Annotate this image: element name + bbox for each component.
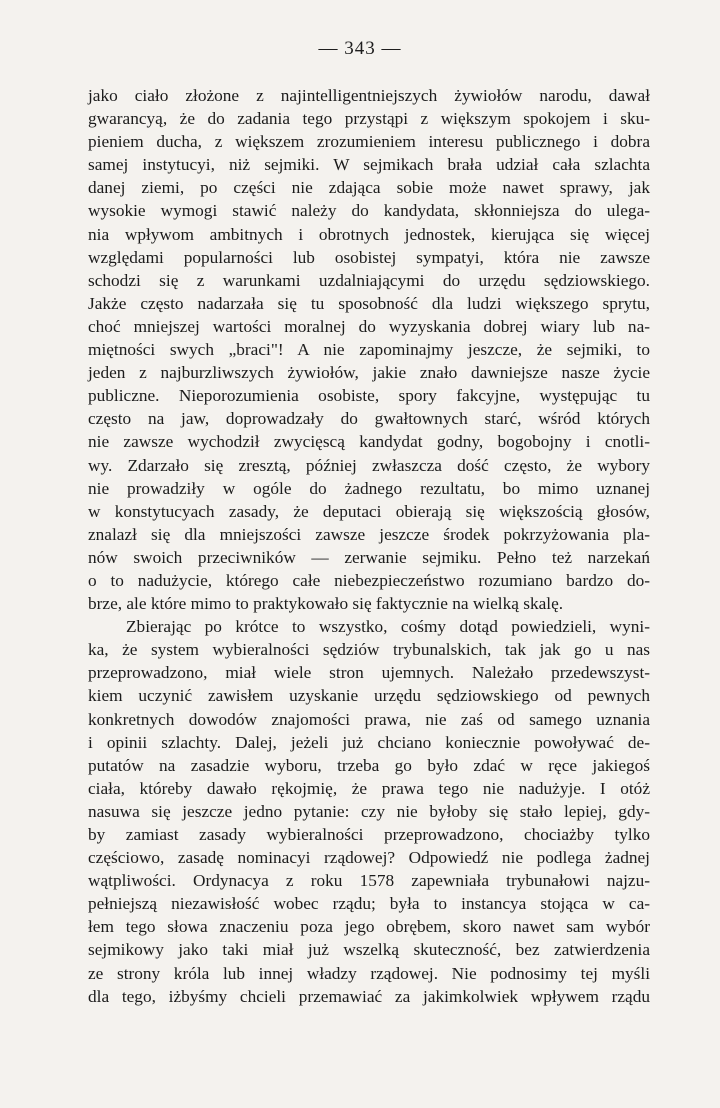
text-line: wątpliwości. Ordynacya z roku 1578 zapewniała trybunałowi najzu- — [88, 871, 650, 891]
text-line: często na jaw, doprowadzały do gwałtownych starć, wśród których — [88, 409, 650, 429]
text-line: Jakże często nadarzała się tu sposobność dla ludzi większego sprytu, — [88, 293, 650, 313]
text-line: wy. Zdarzało się zresztą, później zwłaszcza dość często, że wybory — [88, 455, 650, 475]
text-line: choć mniejszej wartości moralnej do wyzyskania dobrej wiary lub na- — [88, 316, 650, 336]
text-line: nie prowadziły w ogóle do żadnego rezultatu, bo mimo uznanej — [88, 478, 650, 498]
text-line: nów swoich przeciwników — zerwanie sejmiku. Pełno też narzekań — [88, 547, 650, 567]
text-line: samej instytucyi, niż sejmiki. W sejmikach brała udział cała szlachta — [88, 155, 650, 175]
text-line: znalazł się dla mniejszości zawsze jeszcze środek pokrzyżowania pla- — [88, 524, 650, 544]
text-line: danej ziemi, po części nie zdająca sobie może nawet sprawy, jak — [88, 178, 650, 198]
text-line: ka, że system wybieralności sędziów trybunalskich, tak jak go u nas — [88, 640, 650, 660]
text-line: nasuwa się jeszcze jedno pytanie: czy nie byłoby się stało lepiej, gdy- — [88, 801, 650, 821]
text-line: Zbierając po krótce to wszystko, cośmy dotąd powiedzieli, wyni- — [126, 617, 650, 637]
text-line: sejmikowy jako taki miał już wszelką skuteczność, bez zatwierdzenia — [88, 940, 650, 960]
text-line: miętności swych „braci"! A nie zapominajmy jeszcze, że sejmiki, to — [88, 340, 650, 360]
text-line: by zamiast zasady wybieralności przeprowadzono, chociażby tylko — [88, 825, 650, 844]
text-line: dla tego, iżbyśmy chcieli przemawiać za jakimkolwiek wpływem rządu — [88, 986, 650, 1006]
text-line: o to nadużycie, którego całe niebezpieczeństwo rozumiano bardzo do- — [88, 570, 650, 590]
paragraph — [88, 84, 650, 615]
text-line: częściowo, zasadę nominacyi rządowej? Odpowiedź nie podlega żadnej — [88, 848, 650, 868]
text-line: w konstytucyach zasady, że deputaci obierają się większością głosów, — [88, 501, 650, 521]
text-line: konkretnych dowodów znajomości prawa, nie zaś od samego uznania — [88, 709, 650, 729]
text-line: jeden z najburzliwszych żywiołów, jakie znało dawniejsze nasze życie — [88, 363, 650, 383]
text-line: jako ciało złożone z najintelligentniejszych żywiołów narodu, dawał — [88, 86, 650, 105]
text-line: łem tego słowa znaczeniu poza jego obrębem, skoro nawet sam wybór — [88, 917, 650, 937]
text-line: putatów na zasadzie wyboru, trzeba go było zdać w ręce jakiegoś — [88, 755, 650, 775]
text-line: ciała, któreby dawało rękojmię, że prawa tego nie nadużyje. I otóż — [88, 778, 650, 798]
text-line: nia wpływom ambitnych i obrotnych jednostek, kierująca się więcej — [88, 224, 650, 244]
text-line: i opinii szlachty. Dalej, jeżeli już chciano koniecznie powoływać de- — [88, 732, 650, 752]
text-line: względami popularności lub osobistej sympatyi, która nie zawsze — [88, 247, 650, 267]
text-line: nie zawsze wychodził zwycięscą kandydat godny, bogobojny i cnotli- — [88, 432, 650, 452]
body-text — [88, 84, 650, 1008]
text-line: kiem uczynić zawisłem uzyskanie urzędu sędziowskiego od pewnych — [88, 686, 650, 706]
text-line: pełniejszą niezawisłość wobec rządu; była to instancya stojąca w ca- — [88, 894, 650, 914]
text-line: publiczne. Nieporozumienia osobiste, spory fakcyjne, występując tu — [88, 386, 650, 406]
page-number: — 343 — — [318, 38, 402, 59]
paragraph — [88, 615, 650, 1008]
text-line: przeprowadzono, miał wiele stron ujemnych. Należało przedewszyst- — [88, 663, 650, 683]
text-line: pieniem ducha, z większem zrozumieniem interesu publicznego i dobra — [88, 132, 650, 152]
text-line: gwarancyą, że do zadania tego przystąpi z większym spokojem i sku- — [88, 109, 650, 129]
text-line: brze, ale które mimo to praktykowało się faktycznie na wielką skalę. — [88, 594, 564, 614]
text-line: schodzi się z warunkami uzdalniającymi do urzędu sędziowskiego. — [88, 270, 650, 290]
text-line: wysokie wymogi stawić należy do kandydata, skłonniejsza do ulega- — [88, 201, 650, 221]
text-line: ze strony króla lub innej władzy rządowej. Nie podnosimy tej myśli — [88, 963, 650, 983]
